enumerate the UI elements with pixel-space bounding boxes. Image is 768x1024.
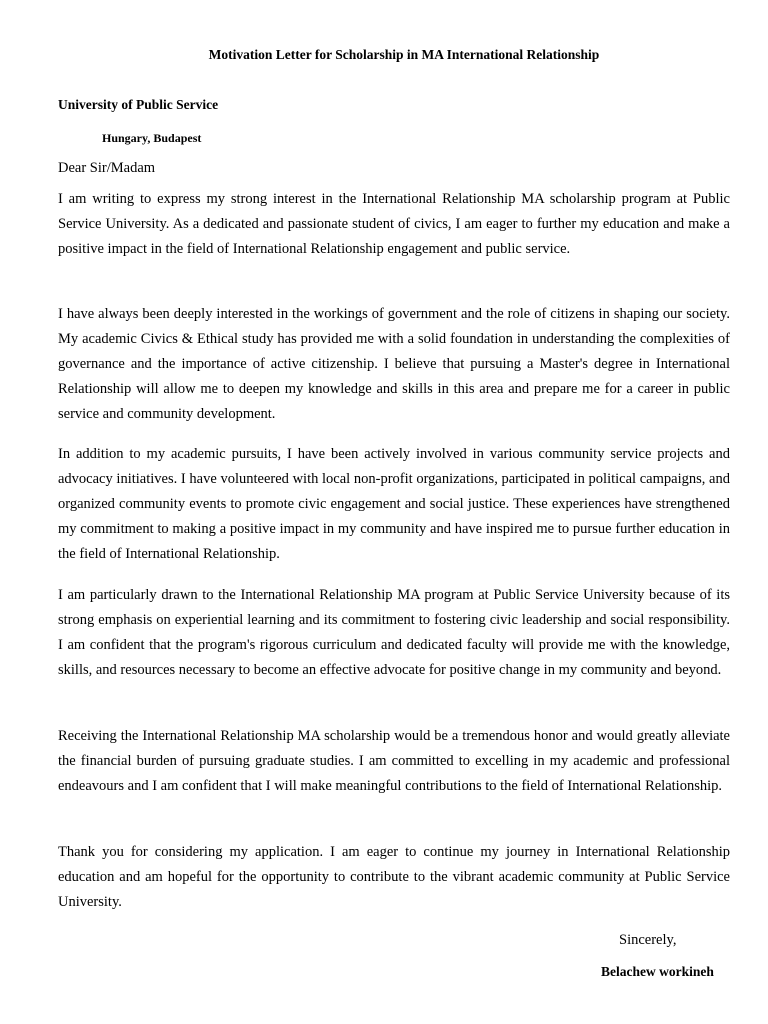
body-paragraph: Thank you for considering my application. I am eager to continue my journey in International Relationship education and am hopeful for the opportunity to contribute to the vibrant academic community at Public Service University. <box>58 844 730 910</box>
closing: Sincerely, <box>619 932 677 948</box>
body-paragraph: Receiving the International Relationship MA scholarship would be a tremendous honor and would greatly alleviate the financial burden of pursuing graduate studies. I am committed to excelling in my academic and professional endeavours and I am confident that I will make meaningful contributions to the field of International Relationship. <box>58 728 730 794</box>
body-paragraph: In addition to my academic pursuits, I have been actively involved in various community service projects and advocacy initiatives. I have volunteered with local non-profit organizations, participated in political campaigns, and organized community events to promote civic engagement and social justice. These experiences have strengthened my commitment to making a positive impact in my community and have inspired me to pursue further education in the field of International Relationship. <box>58 446 730 562</box>
body-paragraph: I have always been deeply interested in the workings of government and the role of citizens in shaping our society. My academic Civics & Ethical study has provided me with a solid foundation in understanding the complexities of governance and the importance of active citizenship. I believe that pursuing a Master's degree in International Relationship will allow me to deepen my knowledge and skills in this area and prepare me for a career in public service and community development. <box>58 306 730 422</box>
signature-name: Belachew workineh <box>601 964 714 979</box>
recipient-name: University of Public Service <box>58 97 219 112</box>
letter-title: Motivation Letter for Scholarship in MA International Relationship <box>208 47 600 62</box>
body-paragraph: I am particularly drawn to the International Relationship MA program at Public Service University because of its strong emphasis on experiential learning and its commitment to fostering civic leadership and social responsibility. I am confident that the program's rigorous curriculum and dedicated faculty will provide me with the knowledge, skills, and resources necessary to become an effective advocate for positive change in my community and beyond. <box>58 587 730 678</box>
salutation: Dear Sir/Madam <box>58 160 156 176</box>
body-paragraph: I am writing to express my strong interest in the International Relationship MA scholarship program at Public Service University. As a dedicated and passionate student of civics, I am eager to further my education and make a positive impact in the field of International Relationship engagement and public service. <box>58 191 730 257</box>
recipient-location: Hungary, Budapest <box>102 131 202 145</box>
